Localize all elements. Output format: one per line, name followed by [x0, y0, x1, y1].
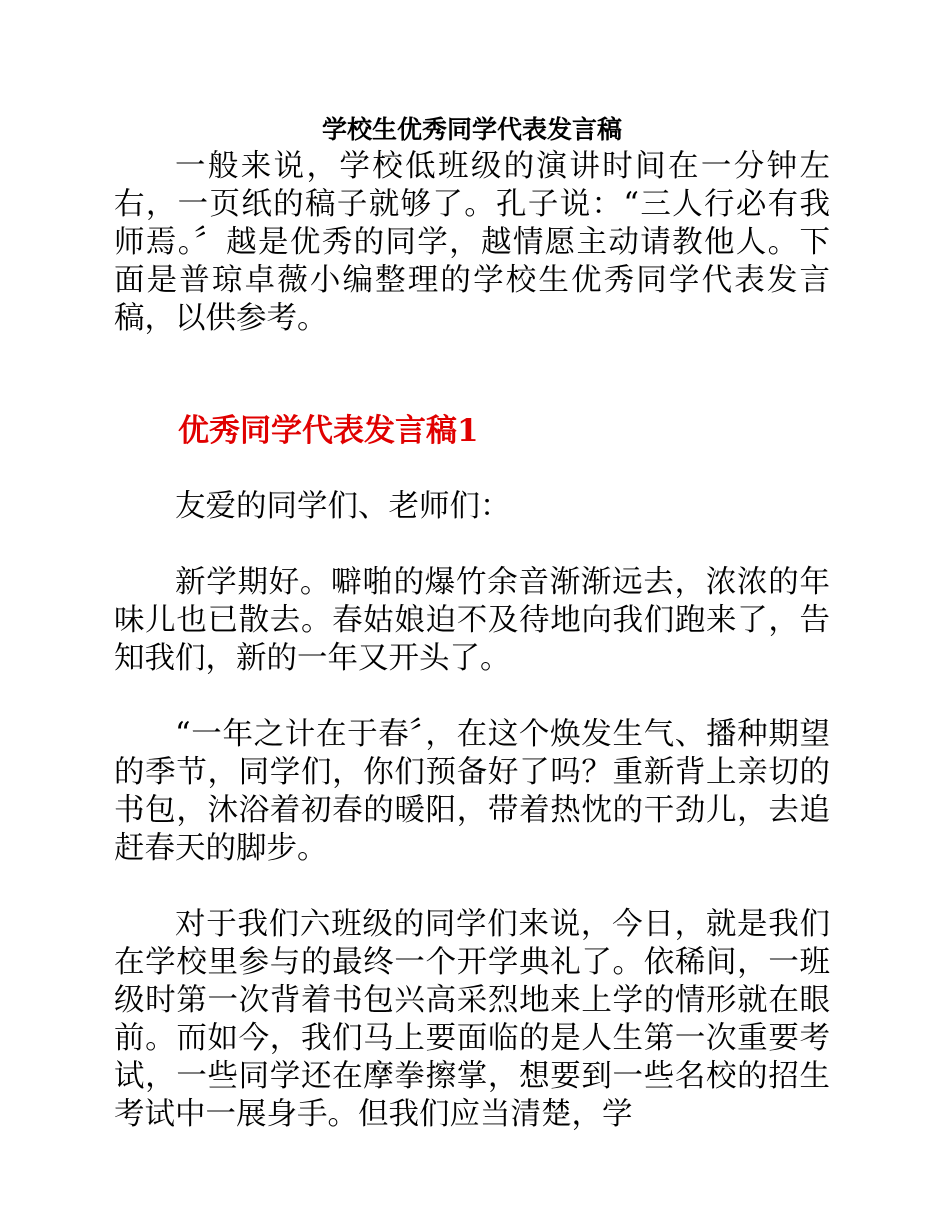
document-page — [114, 112, 830, 1134]
body-paragraph: 新学期好。噼啪的爆竹余音渐渐远去，浓浓的年味儿也已散去。春姑娘迫不及待地向我们跑来了，告知我们，新的一年又开头了。 — [114, 565, 830, 676]
body-paragraph: 对于我们六班级的同学们来说，今日，就是我们在学校里参与的最终一个开学典礼了。依稀间，一班级时第一次背着书包兴高采烈地来上学的情形就在眼前。而如今，我们马上要面临的是人生第一次重要考试，一些同学还在摩拳擦掌，想要到一些名校的招生考试中一展身手。但我们应当清楚，学 — [114, 907, 830, 1132]
document-title: 学校生优秀同学代表发言稿 — [321, 115, 622, 144]
salutation: 友爱的同学们、老师们： — [175, 489, 511, 524]
section-heading: 优秀同学代表发言稿1 — [178, 413, 479, 449]
body-paragraph: “一年之计在于春〞，在这个焕发生气、播种期望的季节，同学们，你们预备好了吗？重新背上亲切的书包，沐浴着初春的暖阳，带着热忱的干劲儿，去追赶春天的脚步。 — [114, 717, 830, 866]
intro-paragraph: 一般来说，学校低班级的演讲时间在一分钟左右，一页纸的稿子就够了。孔子说：“三人行必有我师焉。〞越是优秀的同学，越情愿主动请教他人。下面是普琼卓薇小编整理的学校生优秀同学代表发言稿，以供参考。 — [114, 149, 830, 336]
